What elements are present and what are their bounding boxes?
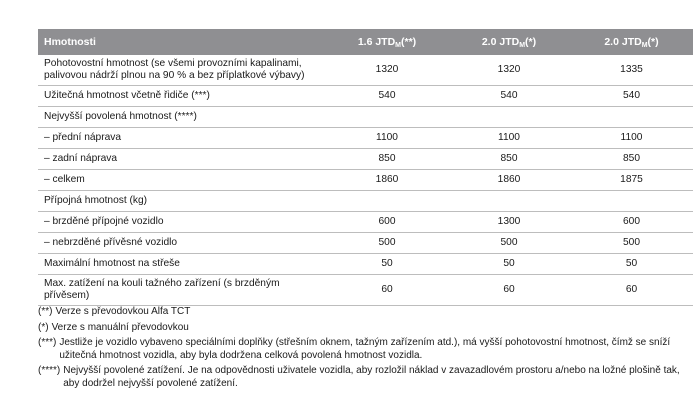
- table-body: [38, 55, 693, 306]
- row-label: – zadní náprava: [38, 149, 326, 170]
- row-value: [448, 191, 570, 212]
- footnote-text: Jestliže je vozidlo vybaveno speciálními doplňky (střešním oknem, tažným zařízením atd.), má vyšší pohotovostní hmotnost, čímž se sníží užitečná hmotnost vozidla, aby byla dodržena celková povolená hmotnost vozidla.: [59, 337, 671, 361]
- row-label: Nejvyšší povolená hmotnost (****): [38, 107, 326, 128]
- footnote-text: Verze s převodovkou Alfa TCT: [55, 306, 191, 317]
- footnote: [38, 365, 693, 390]
- row-value: 540: [448, 86, 570, 107]
- footnote: [38, 322, 693, 335]
- footnote-mark: (*): [38, 321, 49, 333]
- row-value: 50: [570, 254, 693, 275]
- row-value: 50: [448, 254, 570, 275]
- row-value: 1300: [448, 212, 570, 233]
- header-weights: Hmotnosti: [38, 29, 326, 55]
- row-value: [570, 191, 693, 212]
- row-value: 850: [326, 149, 448, 170]
- row-value: 500: [570, 233, 693, 254]
- header-2-0-jtdm-b: [570, 29, 693, 55]
- row-label: – celkem: [38, 170, 326, 191]
- table-header: [38, 29, 693, 55]
- row-value: 60: [570, 275, 693, 306]
- table-row: [38, 149, 693, 170]
- row-value: 60: [326, 275, 448, 306]
- header-1-sub: M: [395, 41, 402, 49]
- footnote: [38, 337, 693, 362]
- row-value: 540: [570, 86, 693, 107]
- row-label: Max. zatížení na kouli tažného zařízení (s brzděným přívěsem): [38, 275, 326, 306]
- table-row: [38, 275, 693, 306]
- row-value: [326, 191, 448, 212]
- row-value: 500: [326, 233, 448, 254]
- table-row: [38, 86, 693, 107]
- row-label: Užitečná hmotnost včetně řidiče (***): [38, 86, 326, 107]
- row-value: 500: [448, 233, 570, 254]
- row-label: – brzděné přípojné vozidlo: [38, 212, 326, 233]
- row-label: Pohotovostní hmotnost (se všemi provozními kapalinami, palivovou nádrží plnou na 90 % a bez příplatkové výbavy): [38, 55, 326, 86]
- row-value: 1320: [326, 55, 448, 86]
- header-1-suffix: (**): [401, 35, 417, 48]
- row-value: 600: [326, 212, 448, 233]
- header-3-suffix: (*): [647, 35, 659, 48]
- row-value: 1860: [326, 170, 448, 191]
- row-label: – přední náprava: [38, 128, 326, 149]
- header-1-6-jtdm: [326, 29, 448, 55]
- row-value: 1100: [326, 128, 448, 149]
- table-row: [38, 107, 693, 128]
- row-value: 50: [326, 254, 448, 275]
- row-value: [570, 107, 693, 128]
- row-value: 850: [448, 149, 570, 170]
- row-value: 1320: [448, 55, 570, 86]
- table-row: [38, 254, 693, 275]
- weights-table-container: [38, 29, 693, 306]
- row-value: 1100: [570, 128, 693, 149]
- header-1-main: 1.6 JTD: [357, 35, 396, 48]
- header-3-main: 2.0 JTD: [604, 35, 642, 48]
- header-2-sub: M: [519, 41, 526, 49]
- header-2-0-jtdm-a: [448, 29, 570, 55]
- table-row: [38, 191, 693, 212]
- row-value: 1100: [448, 128, 570, 149]
- footnote-mark: (**): [38, 306, 53, 317]
- row-value: 1335: [570, 55, 693, 86]
- table-row: [38, 128, 693, 149]
- row-value: 540: [326, 86, 448, 107]
- table-row: [38, 170, 693, 191]
- row-value: [448, 107, 570, 128]
- header-2-main: 2.0 JTD: [481, 35, 520, 48]
- row-value: 1860: [448, 170, 570, 191]
- header-3-sub: M: [641, 41, 648, 49]
- table-row: [38, 212, 693, 233]
- footnote-mark: (***): [38, 337, 57, 348]
- row-label: Přípojná hmotnost (kg): [38, 191, 326, 212]
- table-row: [38, 233, 693, 254]
- footnote-text: Verze s manuální převodovkou: [51, 321, 189, 333]
- row-value: [326, 107, 448, 128]
- header-2-suffix: (*): [525, 35, 537, 48]
- row-label: – nebrzděné přívěsné vozidlo: [38, 233, 326, 254]
- footnotes: [38, 306, 693, 393]
- row-value: 850: [570, 149, 693, 170]
- row-value: 600: [570, 212, 693, 233]
- table-row: [38, 55, 693, 86]
- footnote: [38, 306, 693, 319]
- row-value: 1875: [570, 170, 693, 191]
- footnote-mark: (****): [38, 365, 61, 376]
- footnote-text: Nejvyšší povolené zatížení. Je na odpovědnosti uživatele vozidla, aby rozložil náklad v zavazadlovém prostoru a/nebo na ložné plošině tak, aby dodržel nejvyšší povolené zatížení.: [63, 365, 680, 389]
- row-label: Maximální hmotnost na střeše: [38, 254, 326, 275]
- row-value: 60: [448, 275, 570, 306]
- weights-table: [38, 29, 693, 306]
